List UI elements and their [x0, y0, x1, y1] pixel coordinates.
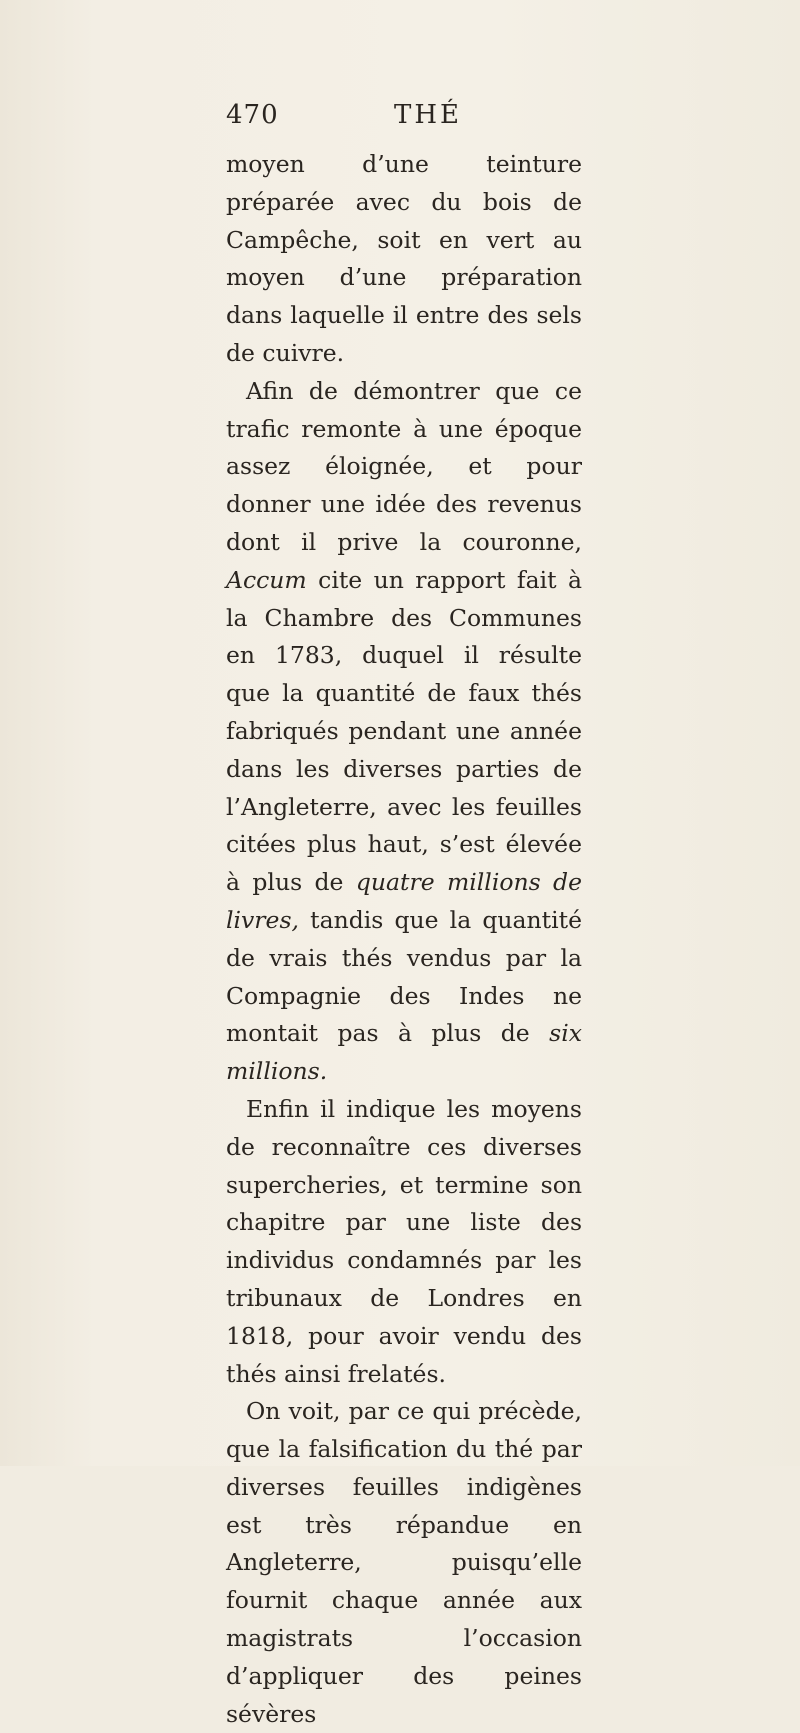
- running-title: THÉ: [394, 100, 462, 130]
- paragraph-1: moyen d’une teinture préparée avec du bois de Campêche, soit en vert au moyen d’une préparation dans laquelle il entre des sels de cuivre.: [226, 150, 582, 367]
- page-header: [226, 100, 576, 140]
- author-name-accum: Accum: [226, 565, 307, 594]
- paragraph-4: On voit, par ce qui précède, que la falsification du thé par diverses feuilles indigènes est très répandue en Angleterre, puisqu’elle fournit chaque année aux magistrats l’occasion d’appliquer des peines sévères: [226, 1397, 582, 1728]
- paragraph-2: [226, 373, 582, 1091]
- paragraph-2-part-c: tandis que la quantité de vrais thés vendus par la Compagnie des Indes ne montait pas à plus de: [226, 905, 582, 1048]
- paragraph-3: Enfin il indique les moyens de reconnaître ces diverses supercheries, et termine son chapitre par une liste des individus condamnés par les tribunaux de Londres en 1818, pour avoir vendu des thés ainsi frelatés.: [226, 1094, 582, 1388]
- quantity-quatre-millions: quatre millions de livres,: [226, 868, 582, 934]
- page-number: 470: [226, 100, 279, 130]
- paragraph-2-part-a: Afin de démontrer que ce trafic remonte à une époque assez éloignée, et pour donner une idée des revenus dont il prive la couronne,: [226, 376, 582, 556]
- body-text: [226, 146, 582, 1733]
- quantity-six-millions: six millions.: [226, 1019, 582, 1086]
- paragraph-2-part-b: cite un rapport fait à la Chambre des Communes en 1783, duquel il résulte que la quantité de faux thés fabriqués pendant une année dans les diverses parties de l’Angleterre, avec les feuilles citées plus haut, s’est élevée à plus de: [226, 565, 582, 897]
